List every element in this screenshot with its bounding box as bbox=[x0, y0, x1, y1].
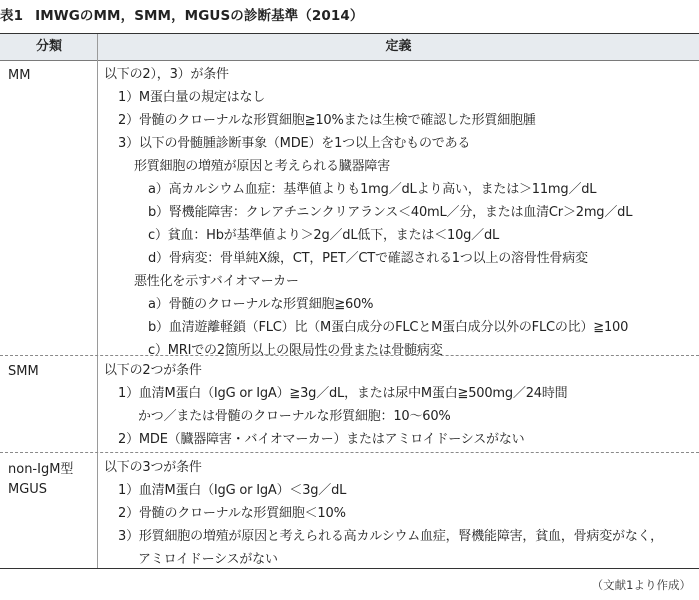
row-separator bbox=[0, 355, 699, 356]
mm-organ-d: d）骨病変：骨単純X線，CT，PET／CTで確認される1つ以上の溶骨性骨病変 bbox=[148, 251, 588, 266]
category-mgus-line-1: non-IgM型 bbox=[8, 462, 74, 477]
header-column-divider bbox=[97, 34, 98, 61]
table-header-row bbox=[0, 34, 699, 61]
mm-item-1: 1）M蛋白量の規定はなし bbox=[118, 90, 266, 105]
mgus-item-3: 3）形質細胞の増殖が原因と考えられる高カルシウム血症，腎機能障害，貧血，骨病変がなく， bbox=[118, 529, 663, 544]
mm-biomarker-c: c）MRIでの2箇所以上の限局性の骨または骨髄病変 bbox=[148, 343, 443, 358]
mm-organ-damage-heading: 形質細胞の増殖が原因と考えられる臓器障害 bbox=[134, 159, 391, 174]
mm-condition: 以下の2），3）が条件 bbox=[104, 67, 229, 82]
table-number: 表1 bbox=[0, 8, 24, 24]
smm-item-1-continued: かつ／または骨髄のクローナルな形質細胞：10～60% bbox=[138, 409, 451, 424]
row-separator bbox=[0, 452, 699, 453]
mm-organ-a: a）高カルシウム血症：基準値よりも1mg／dLより高い，または＞11mg／dL bbox=[148, 182, 597, 197]
table-title-text: IMWGのMM，SMM，MGUSの診断基準（2014） bbox=[35, 8, 364, 24]
category-mgus-line-2: MGUS bbox=[8, 482, 48, 497]
column-divider bbox=[97, 61, 98, 568]
smm-condition: 以下の2つが条件 bbox=[104, 363, 202, 378]
smm-item-2: 2）MDE（臓器障害・バイオマーカー）またはアミロイドーシスがない bbox=[118, 432, 525, 447]
source-note: （文献1より作成） bbox=[591, 578, 691, 592]
smm-item-1: 1）血清M蛋白（IgG or IgA）≧3g／dL，または尿中M蛋白≧500mg／24時間 bbox=[118, 386, 568, 401]
category-smm: SMM bbox=[8, 364, 39, 379]
mm-item-3: 3）以下の骨髄腫診断事象（MDE）を1つ以上含むものである bbox=[118, 136, 471, 151]
table-title bbox=[0, 6, 363, 26]
mm-biomarker-b: b）血清遊離軽鎖（FLC）比（M蛋白成分のFLCとM蛋白成分以外のFLCの比）≧100 bbox=[148, 320, 629, 335]
mm-organ-b: b）腎機能障害：クレアチニンクリアランス＜40mL／分，または血清Cr＞2mg／dL bbox=[148, 205, 633, 220]
mgus-condition: 以下の3つが条件 bbox=[104, 460, 202, 475]
header-classification: 分類 bbox=[35, 39, 62, 54]
category-mm: MM bbox=[8, 68, 31, 83]
mgus-item-2: 2）骨髄のクローナルな形質細胞＜10% bbox=[118, 506, 346, 521]
mm-item-2: 2）骨髄のクローナルな形質細胞≧10%または生検で確認した形質細胞腫 bbox=[118, 113, 536, 128]
header-definition: 定義 bbox=[385, 39, 412, 54]
mm-organ-c: c）貧血：Hbが基準値より＞2g／dL低下，または＜10g／dL bbox=[148, 228, 500, 243]
mm-biomarker-heading: 悪性化を示すバイオマーカー bbox=[134, 274, 299, 289]
diagnostic-criteria-table bbox=[0, 33, 699, 569]
mgus-item-1: 1）血清M蛋白（IgG or IgA）＜3g／dL bbox=[118, 483, 347, 498]
mm-biomarker-a: a）骨髄のクローナルな形質細胞≧60% bbox=[148, 297, 374, 312]
mgus-item-3-continued: アミロイドーシスがない bbox=[138, 552, 278, 567]
